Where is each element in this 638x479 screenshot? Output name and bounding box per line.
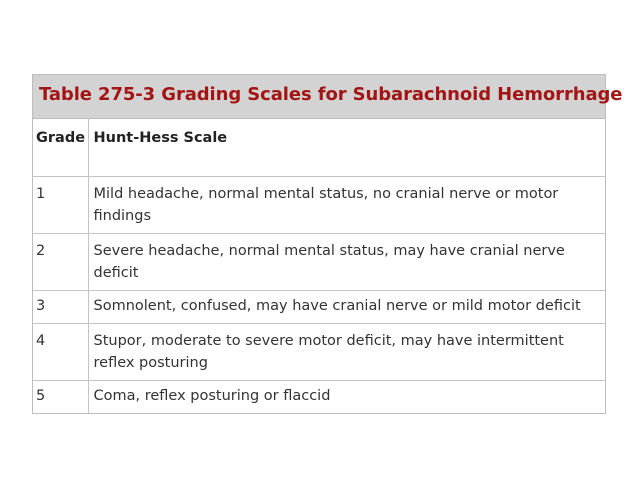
grade-cell: 3 xyxy=(33,290,88,323)
grade-column-header: Grade xyxy=(33,119,88,176)
table-title: Table 275-3 Grading Scales for Subarachnoid Hemorrhage xyxy=(39,84,623,105)
table-row xyxy=(33,380,605,413)
description-cell: Stupor, moderate to severe motor deficit, may have intermittent reflex posturing xyxy=(88,323,605,380)
hunt-hess-column-header: Hunt-Hess Scale xyxy=(88,119,605,176)
table-title-bar xyxy=(33,75,623,119)
table-row xyxy=(33,290,605,323)
description-cell: Severe headache, normal mental status, may have cranial nerve deficit xyxy=(88,233,605,290)
grade-cell: 2 xyxy=(33,233,88,290)
description-cell: Mild headache, normal mental status, no cranial nerve or motor findings xyxy=(88,176,605,233)
grade-cell: 4 xyxy=(33,323,88,380)
table-row xyxy=(33,323,605,380)
table-header-row xyxy=(33,119,605,176)
table-row xyxy=(33,176,605,233)
description-cell: Coma, reflex posturing or flaccid xyxy=(88,380,605,413)
grade-cell: 1 xyxy=(33,176,88,233)
table-row xyxy=(33,233,605,290)
grade-cell: 5 xyxy=(33,380,88,413)
description-cell: Somnolent, confused, may have cranial nerve or mild motor deficit xyxy=(88,290,605,323)
grading-scale-table xyxy=(32,74,623,414)
hunt-hess-table xyxy=(33,119,605,413)
